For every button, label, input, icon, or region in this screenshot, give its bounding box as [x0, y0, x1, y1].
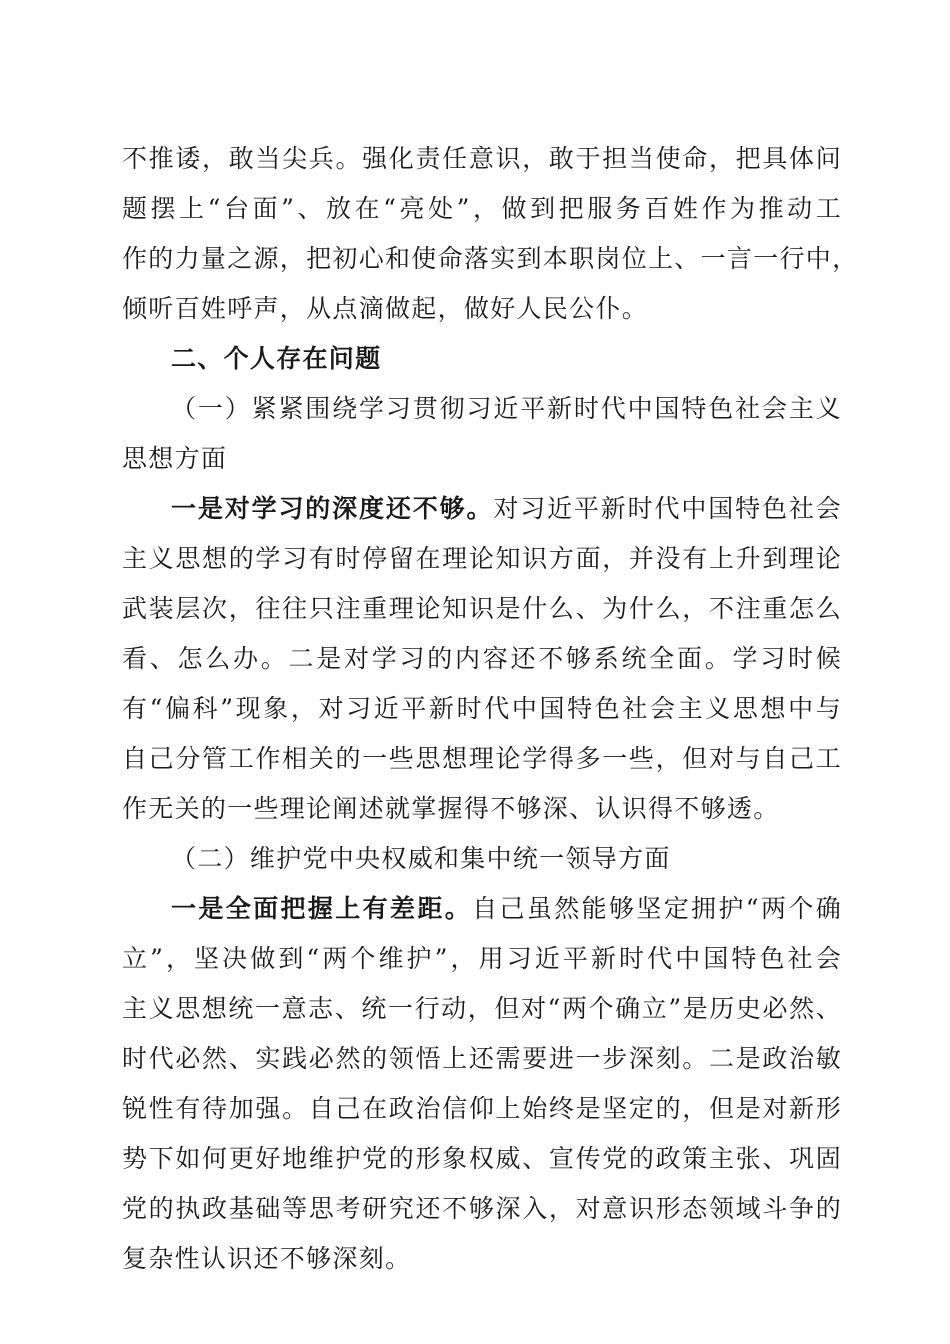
sub2-para-line-1 [171, 884, 842, 934]
intro-line-2: 题摆上“台面”、放在“亮处”，做到把服务百姓作为推动工 [122, 194, 842, 223]
sub2-para-line-7: 党的执政基础等思考研究还不够深入，对意识形态领域斗争的 [122, 1194, 842, 1223]
intro-line-1: 不推诿，敢当尖兵。强化责任意识，敢于担当使命，把具体问 [122, 144, 842, 173]
sub1-para-line-5: 有“偏科”现象，对习近平新时代中国特色社会主义思想中与 [122, 694, 842, 723]
sub2-para-line-2: 立”，坚决做到“两个维护”，用习近平新时代中国特色社会 [122, 944, 842, 973]
subheading-1-line-2: 思想方面 [122, 444, 228, 473]
sub1-para-line-2: 主义思想的学习有时停留在理论知识方面，并没有上升到理论 [122, 544, 842, 573]
sub2-para-first-rest: 自己虽然能够坚定拥护“两个确 [472, 894, 842, 923]
sub1-para-lead: 一是对学习的深度还不够。 [171, 494, 494, 523]
sub1-para-line-7: 作无关的一些理论阐述就掌握得不够深、认识得不够透。 [122, 794, 780, 823]
sub2-para-line-5: 锐性有待加强。自己在政治信仰上始终是坚定的，但是对新形 [122, 1094, 842, 1123]
sub2-para-lead: 一是全面把握上有差距。 [171, 894, 473, 923]
sub1-para-line-1 [171, 484, 842, 534]
sub2-para-line-3: 主义思想统一意志、统一行动，但对“两个确立”是历史必然、 [122, 994, 842, 1023]
subheading-1-line-1: （一）紧紧围绕学习贯彻习近平新时代中国特色社会主义 [171, 394, 842, 423]
sub1-para-line-3: 武装层次，往往只注重理论知识是什么、为什么，不注重怎么 [122, 594, 842, 623]
intro-line-3: 作的力量之源，把初心和使命落实到本职岗位上、一言一行中， [122, 244, 859, 273]
intro-line-4: 倾听百姓呼声，从点滴做起，做好人民公仆。 [122, 294, 649, 323]
sub1-para-first-rest: 对习近平新时代中国特色社会 [493, 494, 842, 523]
sub2-para-line-6: 势下如何更好地维护党的形象权威、宣传党的政策主张、巩固 [122, 1144, 842, 1173]
sub2-para-line-4: 时代必然、实践必然的领悟上还需要进一步深刻。二是政治敏 [122, 1044, 842, 1073]
section-heading: 二、个人存在问题 [171, 344, 382, 373]
sub1-para-line-4: 看、怎么办。二是对学习的内容还不够系统全面。学习时候 [122, 644, 842, 673]
sub2-para-line-8: 复杂性认识还不够深刻。 [122, 1244, 412, 1273]
sub1-para-line-6: 自己分管工作相关的一些思想理论学得多一些，但对与自己工 [122, 744, 842, 773]
subheading-2: （二）维护党中央权威和集中统一领导方面 [171, 844, 671, 873]
